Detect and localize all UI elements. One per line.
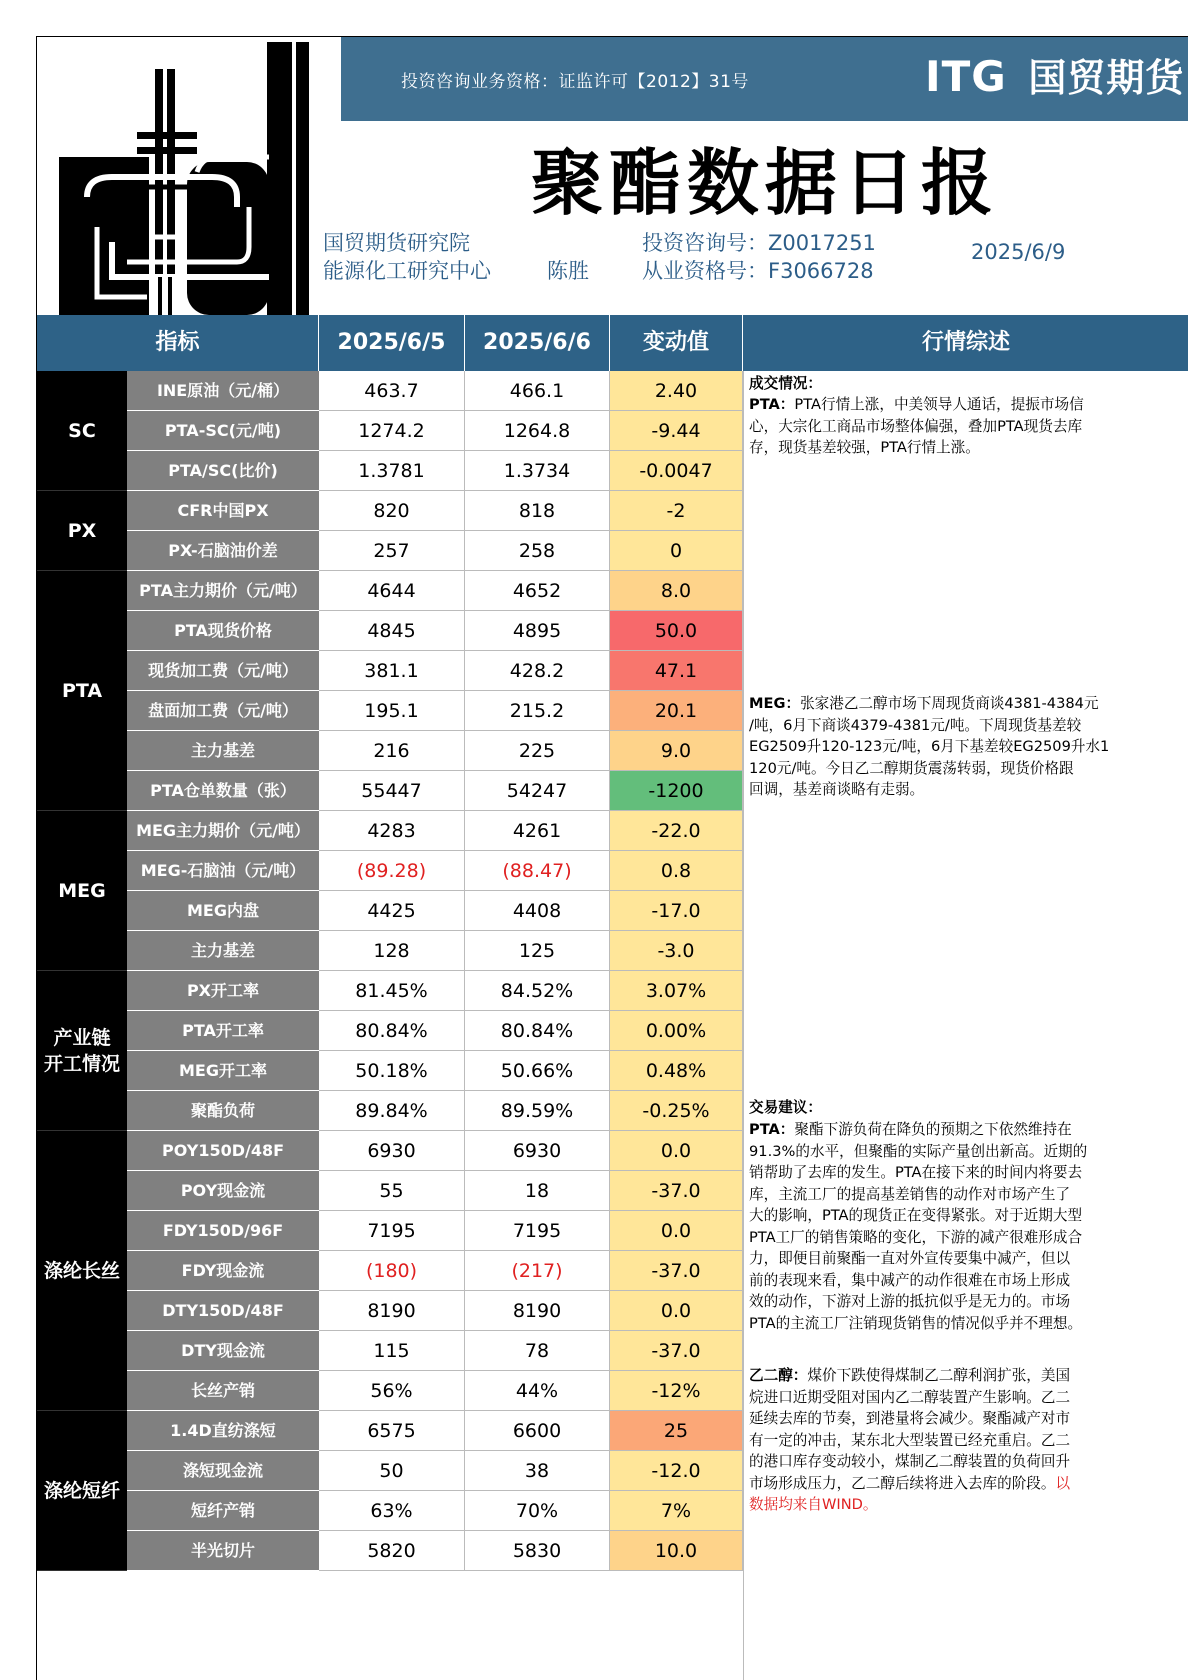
change-value: -1200 — [610, 771, 743, 811]
change-value: 0.48% — [610, 1051, 743, 1091]
indicator-name: PTA主力期价（元/吨） — [127, 571, 319, 611]
change-value: -22.0 — [610, 811, 743, 851]
indicator-name: 主力基差 — [127, 731, 319, 771]
indicator-name: CFR中国PX — [127, 491, 319, 531]
value-date2: 89.59% — [465, 1091, 610, 1131]
table-row — [127, 771, 743, 811]
change-value: 0 — [610, 531, 743, 571]
indicator-name: MEG内盘 — [127, 891, 319, 931]
group-label: 涤纶短纤 — [37, 1411, 127, 1571]
value-date2: 215.2 — [465, 691, 610, 731]
value-date1: 56% — [319, 1371, 465, 1411]
indicator-name: 长丝产销 — [127, 1371, 319, 1411]
change-value: -12.0 — [610, 1451, 743, 1491]
table-row — [127, 931, 743, 971]
value-date2: 44% — [465, 1371, 610, 1411]
indicator-name: FDY150D/96F — [127, 1211, 319, 1251]
table-row — [127, 411, 743, 451]
indicator-name: MEG开工率 — [127, 1051, 319, 1091]
value-date2: 4895 — [465, 611, 610, 651]
value-date2: 1264.8 — [465, 411, 610, 451]
change-value: 47.1 — [610, 651, 743, 691]
change-value: 0.00% — [610, 1011, 743, 1051]
value-date1: 1274.2 — [319, 411, 465, 451]
table-row — [127, 1291, 743, 1331]
table-row — [127, 1171, 743, 1211]
indicator-name: PX-石脑油价差 — [127, 531, 319, 571]
value-date2: 84.52% — [465, 971, 610, 1011]
pta-deal-text: PTA：PTA行情上涨，中美领导人通话，提振市场信 心，大宗化工商品市场整体偏强，叠加PTA现货去库 存，现货基差较强，PTA行情上涨。 — [749, 396, 1084, 456]
value-date2: 1.3734 — [465, 451, 610, 491]
col-date1: 2025/6/5 — [319, 315, 465, 371]
indicator-name: 短纤产销 — [127, 1491, 319, 1531]
change-value: 25 — [610, 1411, 743, 1451]
value-date1: 4644 — [319, 571, 465, 611]
indicator-name: POY现金流 — [127, 1171, 319, 1211]
value-date2: 258 — [465, 531, 610, 571]
value-date2: 54247 — [465, 771, 610, 811]
table-row — [127, 371, 743, 411]
indicator-name: DTY150D/48F — [127, 1291, 319, 1331]
change-value: -3.0 — [610, 931, 743, 971]
value-date1: 81.45% — [319, 971, 465, 1011]
group-label: 涤纶长丝 — [37, 1131, 127, 1411]
group-label: 产业链 开工情况 — [37, 971, 127, 1131]
value-date2: 18 — [465, 1171, 610, 1211]
table-row — [127, 451, 743, 491]
meg-deal-text: MEG：张家港乙二醇市场下周现货商谈4381-4384元 /吨，6月下商谈4379-4381元/吨。下周现货基差较 EG2509升120-123元/吨，6月下基差较EG2509升水1 120元/吨。今日乙二醇期货震荡转弱，现货价格跟 回调，基差商谈略有走弱。 — [749, 695, 1110, 798]
center-name: 能源化工研究中心 — [323, 259, 491, 283]
indicator-name: MEG-石脑油（元/吨） — [127, 851, 319, 891]
value-date2: 5830 — [465, 1531, 610, 1571]
value-date1: 195.1 — [319, 691, 465, 731]
value-date1: 7195 — [319, 1211, 465, 1251]
change-value: -2 — [610, 491, 743, 531]
value-date2: 8190 — [465, 1291, 610, 1331]
table-row — [127, 611, 743, 651]
value-date1: 216 — [319, 731, 465, 771]
change-value: 0.0 — [610, 1291, 743, 1331]
value-date1: 4425 — [319, 891, 465, 931]
page-title: 聚酯数据日报 — [530, 140, 999, 225]
refinery-illustration — [37, 37, 341, 315]
change-value: 2.40 — [610, 371, 743, 411]
value-date1: (89.28) — [319, 851, 465, 891]
table-row — [127, 1531, 743, 1571]
indicator-name: PTA现货价格 — [127, 611, 319, 651]
value-date2: (88.47) — [465, 851, 610, 891]
market-commentary — [743, 371, 1188, 1680]
value-date2: 38 — [465, 1451, 610, 1491]
value-date1: 50 — [319, 1451, 465, 1491]
indicator-name: PTA-SC(元/吨) — [127, 411, 319, 451]
indicator-name: 主力基差 — [127, 931, 319, 971]
value-date2: 78 — [465, 1331, 610, 1371]
table-row — [127, 531, 743, 571]
value-date1: 128 — [319, 931, 465, 971]
change-value: -37.0 — [610, 1251, 743, 1291]
table-row — [127, 1051, 743, 1091]
license-number: 从业资格号：F3066728 — [642, 259, 874, 283]
change-value: -9.44 — [610, 411, 743, 451]
table-row — [127, 851, 743, 891]
indicator-name: INE原油（元/桶） — [127, 371, 319, 411]
table-row — [127, 1131, 743, 1171]
table-row — [127, 491, 743, 531]
value-date2: 4652 — [465, 571, 610, 611]
change-value: 0.0 — [610, 1211, 743, 1251]
brand-cn: 国贸期货 — [1028, 56, 1185, 100]
value-date1: 381.1 — [319, 651, 465, 691]
brand-itg: ITG — [925, 52, 1007, 101]
indicator-name: PTA开工率 — [127, 1011, 319, 1051]
table-row — [127, 1211, 743, 1251]
value-date2: 428.2 — [465, 651, 610, 691]
change-value: 20.1 — [610, 691, 743, 731]
value-date2: 466.1 — [465, 371, 610, 411]
table-row — [127, 1371, 743, 1411]
change-value: 7% — [610, 1491, 743, 1531]
qualification-text: 投资咨询业务资格：证监许可【2012】31号 — [401, 72, 749, 92]
group-label: SC — [37, 371, 127, 491]
indicator-name: 聚酯负荷 — [127, 1091, 319, 1131]
indicator-name: POY150D/48F — [127, 1131, 319, 1171]
table-row — [127, 1091, 743, 1131]
indicator-name: 1.4D直纺涤短 — [127, 1411, 319, 1451]
indicator-name: PX开工率 — [127, 971, 319, 1011]
change-value: 0.8 — [610, 851, 743, 891]
value-date1: 55 — [319, 1171, 465, 1211]
value-date1: (180) — [319, 1251, 465, 1291]
group-label: MEG — [37, 811, 127, 971]
change-value: 3.07% — [610, 971, 743, 1011]
value-date1: 4845 — [319, 611, 465, 651]
col-summary: 行情综述 — [921, 330, 1010, 355]
value-date2: 4261 — [465, 811, 610, 851]
change-value: -0.0047 — [610, 451, 743, 491]
value-date1: 4283 — [319, 811, 465, 851]
table-row — [127, 1251, 743, 1291]
change-value: 50.0 — [610, 611, 743, 651]
meg-advice-text: 乙二醇：煤价下跌使得煤制乙二醇利润扩张，美国 烷进口近期受阻对国内乙二醇装置产生影响。乙二 延续去库的节奏，到港量将会减少。聚酯减产对市 有一定的冲击，某东北大型装置已经充重启。乙二 的港口库存变动较小，煤制乙二醇装置的负荷回升 市场形成压力，乙二醇后续将进入去库的阶段。以 — [749, 1367, 1071, 1492]
group-label: PTA — [37, 571, 127, 811]
value-date1: 50.18% — [319, 1051, 465, 1091]
change-value: -0.25% — [610, 1091, 743, 1131]
institute-name: 国贸期货研究院 — [323, 231, 470, 255]
col-change: 变动值 — [610, 315, 743, 371]
value-date1: 115 — [319, 1331, 465, 1371]
value-date1: 6930 — [319, 1131, 465, 1171]
change-value: 9.0 — [610, 731, 743, 771]
report-frame — [36, 36, 1188, 1680]
change-value: -17.0 — [610, 891, 743, 931]
value-date1: 8190 — [319, 1291, 465, 1331]
table-row — [127, 1491, 743, 1531]
indicator-name: PTA/SC(比价) — [127, 451, 319, 491]
indicator-name: 涤短现金流 — [127, 1451, 319, 1491]
value-date2: 50.66% — [465, 1051, 610, 1091]
table-row — [127, 811, 743, 851]
table-row — [127, 691, 743, 731]
table-row — [127, 651, 743, 691]
value-date2: 125 — [465, 931, 610, 971]
top-banner — [341, 37, 1188, 121]
consult-number: 投资咨询号：Z0017251 — [642, 231, 876, 255]
report-date: 2025/6/9 — [971, 240, 1066, 264]
value-date1: 63% — [319, 1491, 465, 1531]
table-row — [127, 571, 743, 611]
change-value: -12% — [610, 1371, 743, 1411]
value-date1: 820 — [319, 491, 465, 531]
table-row — [127, 1011, 743, 1051]
value-date2: 7195 — [465, 1211, 610, 1251]
value-date1: 89.84% — [319, 1091, 465, 1131]
value-date1: 5820 — [319, 1531, 465, 1571]
brand-logo — [925, 47, 1184, 102]
value-date1: 80.84% — [319, 1011, 465, 1051]
col-indicator: 指标 — [37, 315, 319, 371]
indicator-name: 半光切片 — [127, 1531, 319, 1571]
change-value: 10.0 — [610, 1531, 743, 1571]
value-date1: 257 — [319, 531, 465, 571]
value-date2: 818 — [465, 491, 610, 531]
indicator-name: 盘面加工费（元/吨） — [127, 691, 319, 731]
table-row — [127, 971, 743, 1011]
value-date1: 55447 — [319, 771, 465, 811]
pta-advice-text: PTA：聚酯下游负荷在降负的预期之下依然维持在 91.3%的水平，但聚酯的实际产量创出新高。近期的 销帮助了去库的发生。PTA在接下来的时间内将要去 库，主流工厂的提高基差销售的动作对市场产生了 大的影响，PTA的现货正在变得紧张。对于近期大型 PTA工厂的销售策略的变化，下游的减产很难形成合 力，即便目前聚酯一直对外宣传要集中减产，但以 前的表现来看，集中减产的动作很难在市场上形成 效的动作，下游对上游的抵抗似乎是无力的。市场 PTA的主流工厂注销现货销售的情况似乎并不理想。 — [749, 1121, 1088, 1332]
change-value: 0.0 — [610, 1131, 743, 1171]
factory-logo — [37, 37, 341, 315]
change-value: 8.0 — [610, 571, 743, 611]
value-date2: 6600 — [465, 1411, 610, 1451]
indicator-name: MEG主力期价（元/吨） — [127, 811, 319, 851]
change-value: -37.0 — [610, 1331, 743, 1371]
source-note: 数据均来自WIND。 — [749, 1496, 878, 1513]
indicator-name: 现货加工费（元/吨） — [127, 651, 319, 691]
value-date2: 80.84% — [465, 1011, 610, 1051]
value-date2: 4408 — [465, 891, 610, 931]
author-name: 陈胜 — [547, 259, 589, 283]
indicator-name: PTA仓单数量（张） — [127, 771, 319, 811]
table-row — [127, 891, 743, 931]
table-row — [127, 1331, 743, 1371]
value-date2: 70% — [465, 1491, 610, 1531]
table-row — [127, 1451, 743, 1491]
advice-title: 交易建议： — [749, 1099, 822, 1116]
value-date2: 225 — [465, 731, 610, 771]
table-header — [37, 315, 1188, 371]
change-value: -37.0 — [610, 1171, 743, 1211]
table-row — [127, 1411, 743, 1451]
value-date1: 463.7 — [319, 371, 465, 411]
value-date2: 6930 — [465, 1131, 610, 1171]
value-date2: (217) — [465, 1251, 610, 1291]
deal-title: 成交情况： — [749, 375, 822, 392]
col-date2: 2025/6/6 — [465, 315, 610, 371]
value-date1: 6575 — [319, 1411, 465, 1451]
group-label: PX — [37, 491, 127, 571]
indicator-name: FDY现金流 — [127, 1251, 319, 1291]
indicator-name: DTY现金流 — [127, 1331, 319, 1371]
table-row — [127, 731, 743, 771]
value-date1: 1.3781 — [319, 451, 465, 491]
